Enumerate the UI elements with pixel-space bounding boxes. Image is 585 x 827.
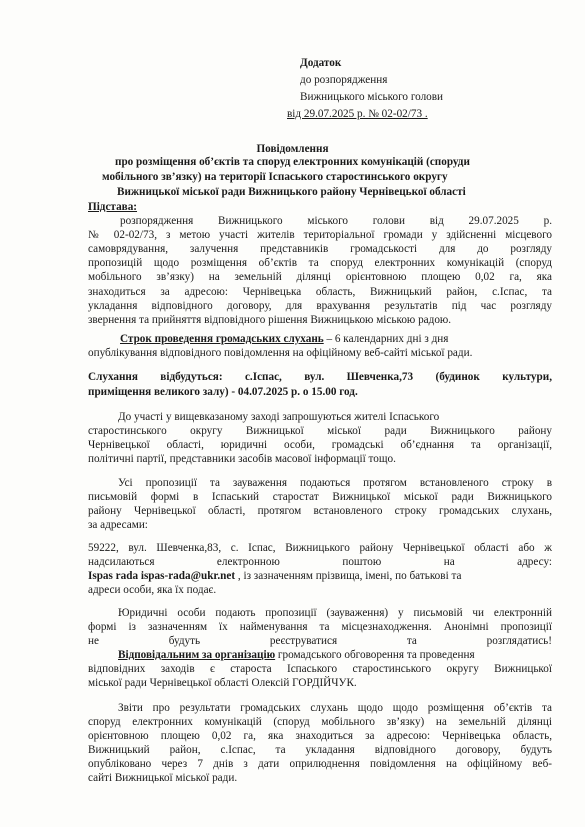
proposals-line: Усі пропозиції та зауваження подаються протягом встановленого строку в xyxy=(118,477,552,489)
responsible-line-2: відповідних заходів є староста Іспаського старостинського округу Вижницької xyxy=(88,663,552,675)
invite-line: політичні партії, представники засобів масової інформації тощо. xyxy=(88,453,396,465)
proposals-line: району Чернівецької області, протягом встановленого строку громадських слухань, xyxy=(88,505,552,517)
hearing-line-2: приміщення великого залу) - 04.07.2025 р. о 15.00 год. xyxy=(88,386,358,398)
notice-subtitle-2: мобільного зв’язку) на території Іспаського старостинського округу xyxy=(102,171,448,183)
proposals-line: за адресами: xyxy=(88,519,148,531)
address-line-2: надсилаються електронною поштою на адресу: xyxy=(88,556,552,568)
invite-line: старостинського округу Вижницької міської ради Вижницького району xyxy=(88,425,552,437)
basis-line: пропозицій щодо розміщення об’єктів та споруд електронних комунікацій (споруд xyxy=(88,257,552,269)
basis-line: мобільного зв’язку) на земельній ділянці орієнтовною площею 0,02 га, яка xyxy=(88,271,552,283)
appendix-line-2: Вижницького міського голови xyxy=(300,91,444,103)
basis-label: Підстава: xyxy=(88,201,138,213)
responsible-label: Відповідальним за організацію xyxy=(118,649,276,661)
appendix-line-3: від 29.07.2025 р. № 02-02/73 . xyxy=(287,108,428,120)
term-line-2: опублікування відповідного повідомлення на офіційному веб-сайті міської ради. xyxy=(88,347,473,359)
responsible-line-3: міської ради Чернівецької області Олексій ГОРДІЙЧУК. xyxy=(88,677,357,689)
address-line-4: адреси особи, яка їх подає. xyxy=(88,584,217,596)
responsible-rest: громадського обговорення та проведення xyxy=(275,649,475,661)
results-line: Вижницький район, с.Іспас, та укладання відповідного договору, будуть xyxy=(88,744,552,756)
proposals-line: письмовій формі в Іспаський старостат Вижницької міської ради Вижницького xyxy=(88,491,552,503)
results-line: сайті Вижницької міської ради. xyxy=(88,772,238,784)
basis-line: розпорядження Вижницького міського голови від 29.07.2025 р. xyxy=(120,215,552,227)
results-line: орієнтовною площею 0,02 га, яка знаходиться за адресою: Чернівецька область, xyxy=(88,730,552,742)
results-line: споруд електронних комунікацій (споруд мобільного зв’язку) на земельній ділянці xyxy=(88,716,552,728)
hearing-line-1: Слухання відбудуться: с.Іспас, вул. Шевченка,73 (будинок культури, xyxy=(88,371,552,383)
notice-subtitle-3: Вижницької міської ради Вижницького району Чернівецької області xyxy=(117,186,466,198)
basis-line: самоврядування, залучення представників громадськості для до розгляду xyxy=(88,243,552,255)
term-line-1 xyxy=(120,332,448,346)
email-address: Ispas rada ispas-rada@ukr.net xyxy=(88,570,236,582)
basis-line: укладання відповідного договору, для врахування результатів під час розгляду xyxy=(88,300,552,312)
notice-title: Повідомлення xyxy=(256,143,329,155)
results-line: Звіти про результати громадських слухань щодо щодо розміщення об’єктів та xyxy=(118,702,552,714)
appendix-title: Додаток xyxy=(300,57,342,69)
legal-line: не будуть реєструватися та розглядатись! xyxy=(88,635,552,647)
address-line-1: 59222, вул. Шевченка,83, с. Іспас, Вижницького району Чернівецької області або ж xyxy=(88,542,552,554)
address-line-3 xyxy=(88,569,461,583)
invite-line: Чернівецької області, юридичні особи, громадські об’єднання та організації, xyxy=(88,439,552,451)
notice-subtitle-1: про розміщення об’єктів та споруд електронних комунікацій (споруди xyxy=(115,156,470,168)
term-label: Строк проведення громадських слухань xyxy=(120,333,324,345)
results-line: опубліковано через 7 днів з дати оприлюднення повідомлення на офіційному веб- xyxy=(88,758,552,770)
basis-line: знаходиться за адресою: Чернівецька область, Вижницький район, с.Іспас, та xyxy=(88,286,552,298)
basis-line: звернення та прийняття відповідного рішення Вижницькою міською радою. xyxy=(88,314,452,326)
legal-line: формі із зазначенням їх найменування та місцезнаходження. Анонімні пропозиції xyxy=(88,621,552,633)
legal-line: Юридичні особи подають пропозиції (зауваження) у письмовій чи електронній xyxy=(118,607,552,619)
appendix-line-1: до розпорядження xyxy=(300,74,388,86)
invite-line: До участі у вищевказаному заході запрошуються жителі Іспаського xyxy=(118,411,440,423)
responsible-line-1 xyxy=(118,648,475,662)
address-line-3-rest: , із зазначенням прізвища, імені, по батькові та xyxy=(235,570,462,582)
term-rest: – 6 календарних дні з дня xyxy=(323,333,449,345)
basis-line: № 02-02/73, з метою участі жителів територіальної громади у здійсненні місцевого xyxy=(88,229,552,241)
